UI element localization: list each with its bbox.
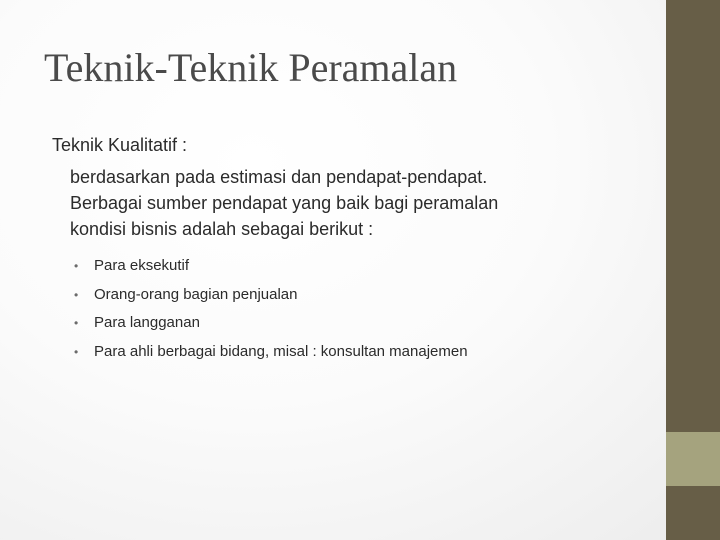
bullet-item — [74, 338, 652, 367]
paragraph-line: berdasarkan pada estimasi dan pendapat-pendapat. — [70, 167, 488, 187]
paragraph-line: Berbagai sumber pendapat yang baik bagi peramalan — [70, 193, 499, 213]
bullet-text: Para eksekutif — [94, 257, 190, 274]
bullet-dot-icon: • — [74, 259, 79, 273]
paragraph-line: kondisi bisnis adalah sebagai berikut : — [70, 219, 374, 239]
bullet-text: Orang-orang bagian penjualan — [94, 285, 298, 303]
bullet-item — [74, 252, 652, 281]
bullet-item — [74, 309, 652, 338]
side-bar-accent-square — [666, 432, 720, 486]
bullet-dot-icon: • — [74, 316, 79, 330]
bullet-list — [74, 252, 652, 366]
slide-title: Teknik-Teknik Peramalan — [44, 45, 458, 90]
slide-content — [52, 132, 652, 366]
description-paragraph — [70, 164, 630, 242]
section-heading: Teknik Kualitatif : — [52, 135, 188, 155]
bullet-text: Para ahli berbagai bidang, misal : konsultan manajemen — [94, 342, 468, 360]
bullet-dot-icon: • — [74, 287, 79, 302]
bullet-item — [74, 281, 652, 310]
bullet-dot-icon: • — [74, 344, 79, 359]
bullet-text: Para langganan — [94, 314, 200, 331]
